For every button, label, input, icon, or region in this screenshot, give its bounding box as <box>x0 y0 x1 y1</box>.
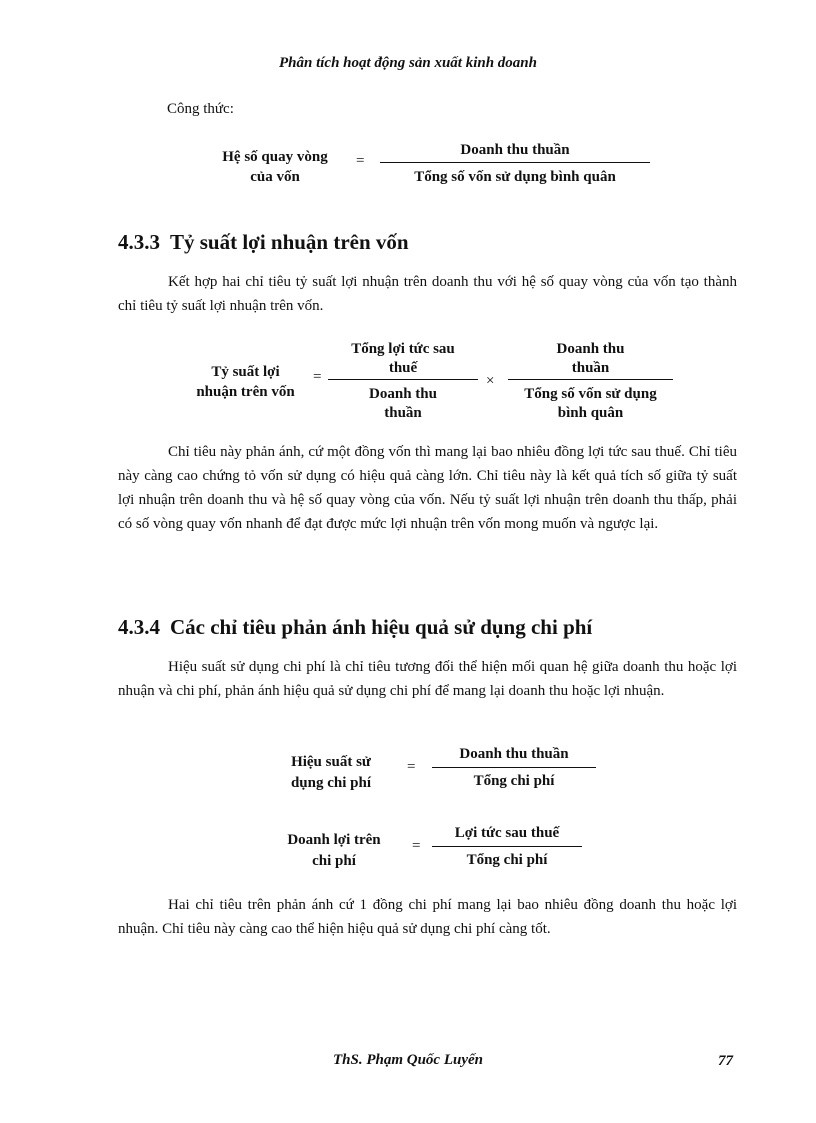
fraction-bar <box>380 162 650 163</box>
running-header: Phân tích hoạt động sản xuất kinh doanh <box>278 55 537 71</box>
formula-lhs: Tỷ suất lợi nhuận trên vốn <box>196 364 295 400</box>
formula-lhs: Doanh lợi trên chi phí <box>287 832 381 869</box>
footer-author: ThS. Phạm Quốc Luyến <box>332 1052 483 1068</box>
fraction-bar <box>328 379 478 380</box>
fraction1-denominator: Doanh thu thuần <box>369 386 437 421</box>
formula-denominator: Tổng số vốn sử dụng bình quân <box>414 169 616 185</box>
fraction-bar <box>508 379 673 380</box>
section-heading-434 <box>118 615 592 640</box>
formula-numerator: Lợi tức sau thuế <box>454 825 560 841</box>
equals-sign: = <box>407 759 416 775</box>
fraction2-denominator: Tổng số vốn sử dụng bình quân <box>524 386 657 421</box>
section-heading-433 <box>118 230 409 255</box>
formula-numerator: Doanh thu thuần <box>459 746 569 762</box>
section-title: Tỷ suất lợi nhuận trên vốn <box>170 230 409 254</box>
paragraph: Chỉ tiêu này phản ánh, cứ một đồng vốn thì mang lại bao nhiêu đồng lợi tức sau thuế. Chỉ tiêu này càng cao chứng tỏ vốn sử dụng có hiệu quả càng lớn. Chỉ tiêu này là kết quả tích số giữa tỷ suất lợi nhuận trên doanh thu và hệ số quay vòng của vốn. Nếu tỷ suất lợi nhuận trên doanh thu thấp, phải có số vòng quay vốn nhanh để đạt được mức lợi nhuận trên vốn mong muốn và ngược lại. <box>118 444 737 532</box>
section-number: 4.3.3 <box>118 230 160 254</box>
page-number: 77 <box>718 1053 733 1069</box>
formula-lhs: Hiệu suất sử dụng chi phí <box>290 754 372 791</box>
equals-sign: = <box>313 369 322 385</box>
formula-lhs: Hệ số quay vòng của vốn <box>222 149 328 185</box>
section-title: Các chỉ tiêu phản ánh hiệu quả sử dụng chi phí <box>170 615 593 639</box>
formula-denominator: Tổng chi phí <box>473 773 555 789</box>
fraction1-numerator: Tổng lợi tức sau thuế <box>351 341 455 376</box>
paragraph: Hai chỉ tiêu trên phản ánh cứ 1 đồng chi phí mang lại bao nhiêu đồng doanh thu hoặc lợi nhuận. Chỉ tiêu này càng cao thể hiện hiệu quả sử dụng chi phí càng tốt. <box>118 897 737 937</box>
equals-sign: = <box>412 838 421 854</box>
paragraph: Kết hợp hai chỉ tiêu tỷ suất lợi nhuận trên doanh thu với hệ số quay vòng của vốn tạo thành chỉ tiêu tỷ suất lợi nhuận trên vốn. <box>118 274 737 314</box>
formula-numerator: Doanh thu thuần <box>460 142 570 158</box>
paragraph: Hiệu suất sử dụng chi phí là chỉ tiêu tương đối thể hiện mối quan hệ giữa doanh thu hoặc lợi nhuận và chi phí, phản ánh hiệu quả sử dụng chi phí để mang lại doanh thu hoặc lợi nhuận. <box>118 659 737 699</box>
multiply-sign: × <box>486 373 495 389</box>
fraction2-numerator: Doanh thu thuần <box>556 341 625 376</box>
section-number: 4.3.4 <box>118 615 160 639</box>
formula-denominator: Tổng chi phí <box>466 852 548 868</box>
fraction-bar <box>432 767 596 768</box>
fraction-bar <box>432 846 582 847</box>
equals-sign: = <box>356 153 365 169</box>
formula-intro-label: Công thức: <box>167 101 234 117</box>
